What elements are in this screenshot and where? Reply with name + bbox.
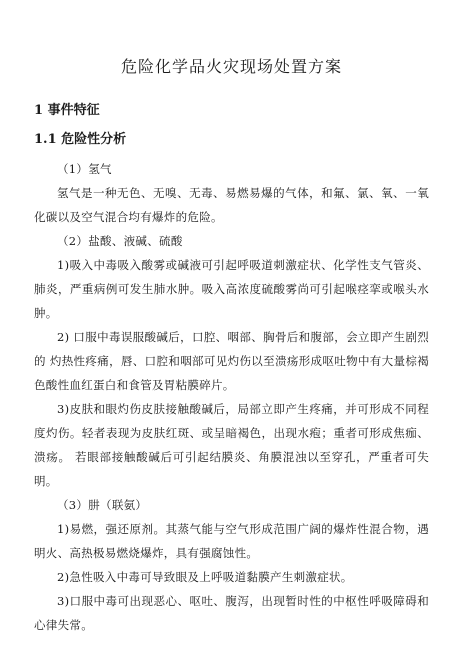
section-heading-1-1: 1.1 危险性分析 xyxy=(34,132,127,147)
document-title: 危险化学品火灾现场处置方案 xyxy=(120,57,342,76)
paragraph-flammable: 1)易燃，强还原剂。其蒸气能与空气形成范围广阔的爆炸性混合物，遇明火、高热极易燃烧爆炸，具有强腐蚀性。 xyxy=(34,522,429,560)
paragraph-oral: 2) 口服中毒误服酸碱后，口腔、咽部、胸骨后和腹部，会立即产生剧烈的 灼热性疼痛，唇、口腔和咽部可见灼伤以至溃疡形成呕吐物中有大量棕褐色酸性血红蛋白和食管及胃粘膜碎片。 xyxy=(34,330,429,392)
paragraph-oral-poisoning: 3)口服中毒可出现恶心、呕吐、腹泻，出现暂时性的中枢性呼吸障碍和心律失常。 xyxy=(34,594,429,632)
paragraph-skin-eye: 3)皮肤和眼灼伤皮肤接触酸碱后，局部立即产生疼痛，并可形成不同程度灼伤。轻者表现为皮肤红斑、或呈暗褐色，出现水疱；重者可形成焦痂、溃疡。 若眼部接触酸碱后可引起结膜炎、角膜混浊以至穿孔，严重者可失明。 xyxy=(34,402,429,488)
paragraph-acute-inhalation: 2)急性吸入中毒可导致眼及上呼吸道黏膜产生刺激症状。 xyxy=(57,570,353,584)
item-heading-hydrogen: （1）氢气 xyxy=(57,162,112,176)
item-heading-hydrazine: （3）肼（联氨） xyxy=(57,498,148,512)
item-heading-acids-alkalis: （2）盐酸、液碱、硫酸 xyxy=(57,234,183,248)
paragraph-inhalation: 1)吸入中毒吸入酸雾或碱液可引起呼吸道刺激症状、化学性支气管炎、肺炎，严重病例可发生肺水肿。吸入高浓度硫酸雾尚可引起喉痉挛或喉头水肿。 xyxy=(34,258,429,320)
section-heading-1: 1 事件特征 xyxy=(34,103,100,118)
paragraph-hydrogen: 氢气是一种无色、无嗅、无毒、易燃易爆的气体，和氟、氯、氧、一氧化碳以及空气混合均有爆炸的危险。 xyxy=(34,186,429,224)
